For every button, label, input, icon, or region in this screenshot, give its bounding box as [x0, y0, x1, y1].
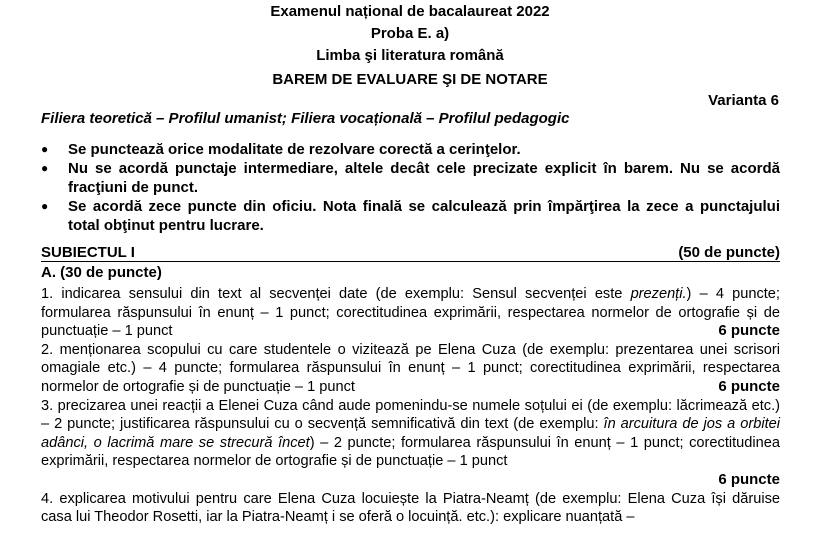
exam-subject: Limba şi literatura română [316, 47, 504, 64]
item-score: 6 puncte [718, 377, 780, 395]
item-example: prezenți. [630, 286, 687, 302]
section-points: (50 de puncte) [678, 244, 780, 261]
bullet-icon: ● [41, 142, 49, 156]
subsection-title: A. (30 de puncte) [41, 264, 162, 281]
bullet-icon: ● [41, 199, 49, 213]
item-example: în arcuitura de jos a orbitei adânci, o lacrimă mare se strecură încet [41, 416, 780, 451]
items-list [41, 285, 780, 527]
rule-item [41, 140, 780, 159]
section-title: SUBIECTUL I [41, 244, 135, 261]
item-text: 2. menționarea scopului cu care studentele o vizitează pe Elena Cuza (de exemplu: prezentarea unei scrisori omagiale etc.) – 4 puncte; formularea răspunsului în enunț – 1 punct; corectitudinea exprimării, respectarea normelor de ortografie și de punctuație – 1 punct [41, 341, 780, 395]
list-item [41, 397, 780, 471]
item-score: 6 puncte [718, 322, 780, 340]
rule-text: Nu se acordă punctaje intermediare, altele decât cele precizate explicit în barem. Nu se acordă fracţiuni de punct. [68, 160, 780, 196]
item-text: 1. indicarea sensului din text al secvenței date (de exemplu: Sensul secvenței este [41, 286, 631, 302]
exam-title: Examenul național de bacalaureat 2022 [270, 3, 550, 20]
item-text: ) – 2 puncte; formularea răspunsului în enunț – 1 punct; corectitudinea exprimării, respectarea normelor de ortografie și de punctuație – 1 punct [41, 434, 780, 470]
rule-item [41, 197, 780, 235]
exam-proba: Proba E. a) [370, 25, 450, 42]
filiera-line: Filiera teoretică – Profilul umanist; Filiera vocațională – Profilul pedagogic [41, 110, 570, 127]
section-header [41, 244, 780, 262]
rules-list [41, 140, 780, 235]
variant-label: Varianta 6 [708, 92, 779, 109]
item-text: ) – 4 puncte; formularea răspunsului în enunț – 1 punct; corectitudinea exprimării, respectarea normelor de ortografie și de punctuație – 1 punct [41, 286, 780, 340]
list-item: 4. explicarea motivului pentru care Elena Cuza locuiește la Piatra-Neamț (de exemplu: Elena Cuza își dăruise casa lui Theodor Rosetti, iar la Piatra-Neamț i se oferă o locuință. etc.): explicare nuanțată – [41, 490, 780, 526]
item-text: 3. precizarea unei reacții a Elenei Cuza când aude pomenindu-se numele soțului ei (de exemplu: lăcrimează etc.) – 2 puncte; justificarea răspunsului cu o secvență semnificativă din text (de exemplu: [41, 397, 780, 433]
rule-text: Se acordă zece puncte din oficiu. Nota finală se calculează prin împărţirea la zece a punctajului total obţinut pentru lucrare. [68, 198, 780, 234]
item-score: 6 puncte [718, 470, 780, 488]
rule-item [41, 159, 780, 197]
barem-title: BAREM DE EVALUARE ŞI DE NOTARE [272, 71, 548, 88]
rule-text: Se punctează orice modalitate de rezolvare corectă a cerinţelor. [68, 141, 521, 158]
bullet-icon: ● [41, 161, 49, 175]
